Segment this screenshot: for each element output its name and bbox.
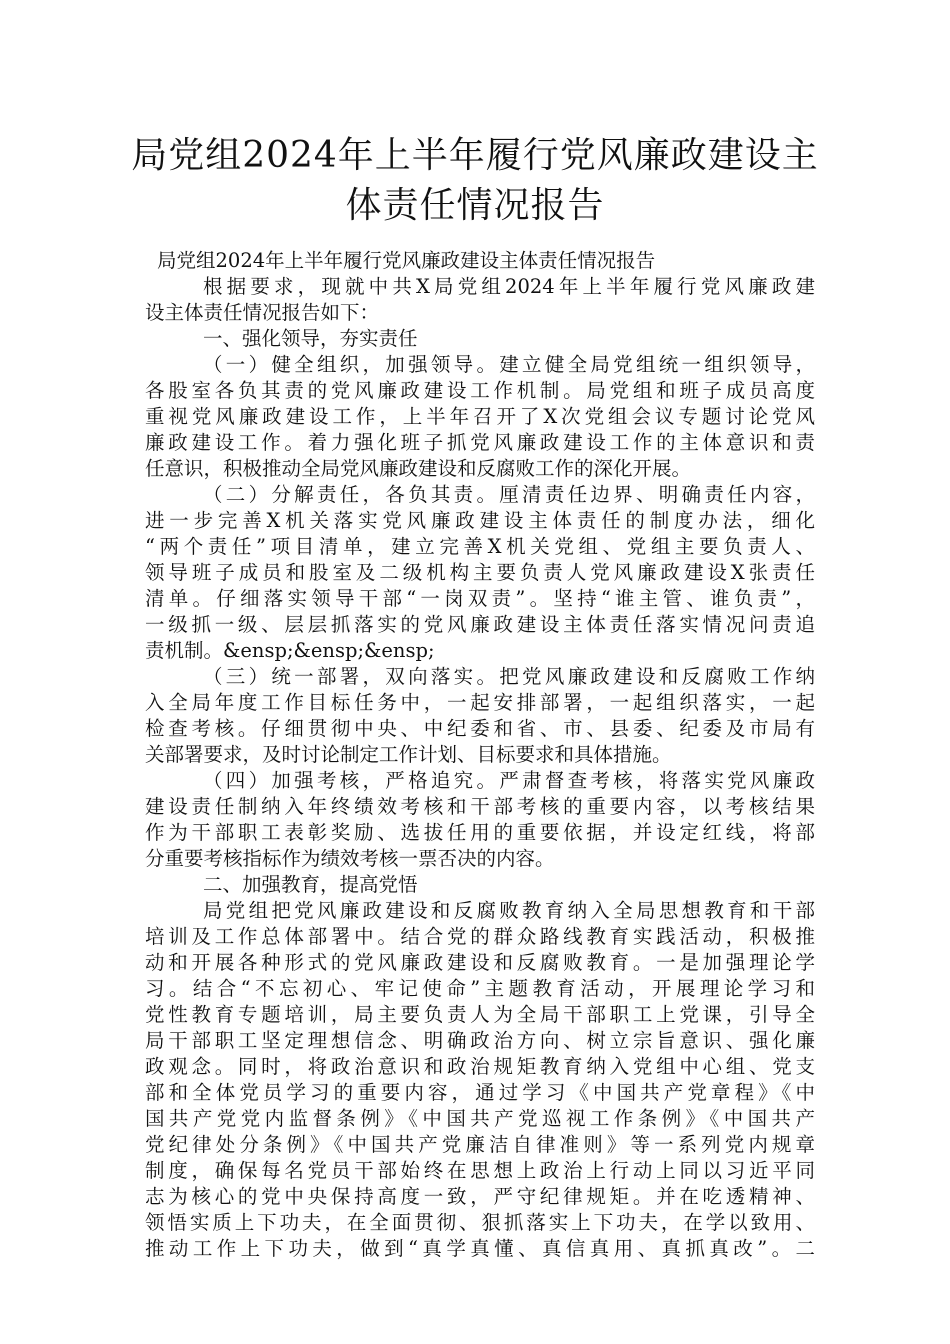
body-line: 设主体责任情况报告如下：: [145, 301, 380, 324]
body-line: “两个责任”项目清单，建立完善X机关党组、党组主要负责人、: [145, 535, 815, 558]
section-heading: 二、加强教育，提高党悟: [203, 873, 418, 896]
body-line: 建设责任制纳入年终绩效考核和干部考核的重要内容，以考核结果: [145, 795, 815, 818]
body-line: 任意识，积极推动全局党风廉政建设和反腐败工作的深化开展。: [145, 457, 692, 480]
body-line: 领悟实质上下功夫，在全面贯彻、狠抓落实上下功夫，在学以致用、: [145, 1211, 815, 1234]
body-line: 党纪律处分条例》《中国共产党廉洁自律准则》等一系列党内规章: [145, 1133, 815, 1156]
body-line: 推动工作上下功夫，做到“真学真懂、真信真用、真抓真改”。二: [145, 1237, 815, 1260]
body-line: 国共产党党内监督条例》《中国共产党巡视工作条例》《中国共产: [145, 1107, 815, 1130]
body-line: 一级抓一级、层层抓落实的党风廉政建设主体责任落实情况问责追: [145, 613, 815, 636]
body-line: 党性教育专题培训，局主要负责人为全局干部职工上党课，引导全: [145, 1003, 815, 1026]
body-line: 重视党风廉政建设工作，上半年召开了X次党组会议专题讨论党风: [145, 405, 815, 428]
body-line: 作为干部职工表彰奖励、选拔任用的重要依据，并设定红线，将部: [145, 821, 815, 844]
body-line: 培训及工作总体部署中。结合党的群众路线教育实践活动，积极推: [145, 925, 815, 948]
body-line: 检查考核。仔细贯彻中央、中纪委和省、市、县委、纪委及市局有: [145, 717, 815, 740]
body-line: 关部署要求，及时讨论制定工作计划、目标要求和具体措施。: [145, 743, 672, 766]
body-line: （三）统一部署，双向落实。把党风廉政建设和反腐败工作纳: [203, 665, 815, 688]
body-line: 领导班子成员和股室及二级机构主要负责人党风廉政建设X张责任: [145, 561, 815, 584]
body-line: 志为核心的党中央保持高度一致，严守纪律规矩。并在吃透精神、: [145, 1185, 815, 1208]
body-line: 责机制。&ensp;&ensp;&ensp;: [145, 639, 435, 662]
body-line: 入全局年度工作目标任务中，一起安排部署，一起组织落实，一起: [145, 691, 815, 714]
body-line: 部和全体党员学习的重要内容，通过学习《中国共产党章程》《中: [145, 1081, 815, 1104]
body-line: 廉政建设工作。着力强化班子抓党风廉政建设工作的主体意识和责: [145, 431, 815, 454]
section-heading: 一、强化领导，夯实责任: [203, 327, 418, 350]
body-line: （四）加强考核，严格追究。严肃督查考核，将落实党风廉政: [203, 769, 815, 792]
body-line: 局干部职工坚定理想信念、明确政治方向、树立宗旨意识、强化廉: [145, 1029, 815, 1052]
body-line: 局党组把党风廉政建设和反腐败教育纳入全局思想教育和干部: [203, 899, 815, 922]
body-line: 各股室各负其责的党风廉政建设工作机制。局党组和班子成员高度: [145, 379, 815, 402]
body-line: 政观念。同时，将政治意识和政治规矩教育纳入党组中心组、党支: [145, 1055, 815, 1078]
document-body: [145, 248, 815, 1262]
document-title-line1: 局党组2024年上半年履行党风廉政建设主: [131, 135, 819, 176]
body-line: （二）分解责任，各负其责。厘清责任边界、明确责任内容，: [203, 483, 815, 506]
body-line: 进一步完善X机关落实党风廉政建设主体责任的制度办法，细化: [145, 509, 815, 532]
document-title-line2: 体责任情况报告: [345, 185, 605, 226]
body-line: 习。结合“不忘初心、牢记使命”主题教育活动，开展理论学习和: [145, 977, 815, 1000]
body-line: 分重要考核指标作为绩效考核一票否决的内容。: [145, 847, 555, 870]
body-line: 动和开展各种形式的党风廉政建设和反腐败教育。一是加强理论学: [145, 951, 815, 974]
body-line: 根据要求，现就中共X局党组2024年上半年履行党风廉政建: [203, 275, 815, 298]
body-line: 制度，确保每名党员干部始终在思想上政治上行动上同以习近平同: [145, 1159, 815, 1182]
body-line: 清单。仔细落实领导干部“一岗双责”。坚持“谁主管、谁负责”，: [145, 587, 815, 610]
body-line: （一）健全组织，加强领导。建立健全局党组统一组织领导，: [203, 353, 815, 376]
body-subtitle: 局党组2024年上半年履行党风廉政建设主体责任情况报告: [157, 249, 656, 272]
